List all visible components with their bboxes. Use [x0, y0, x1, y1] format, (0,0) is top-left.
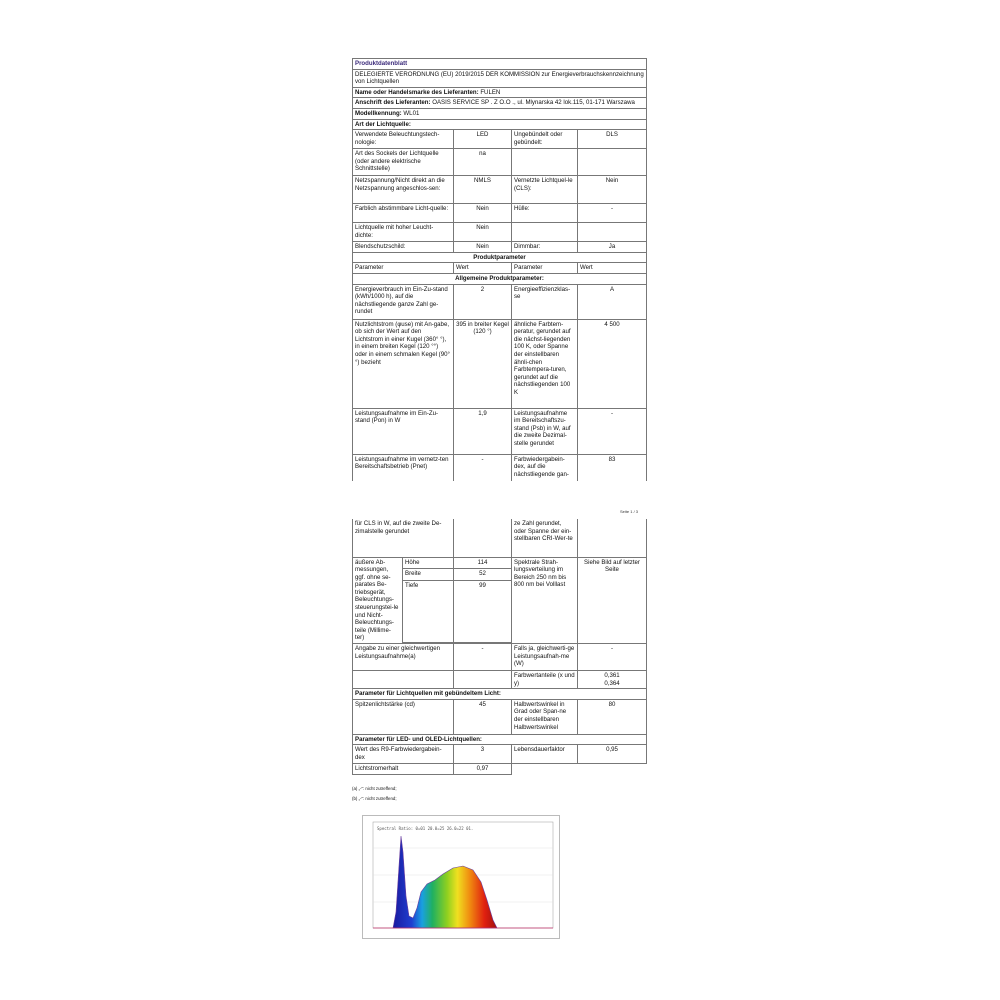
led-label: Wert des R9-Farbwiedergabein-dex	[353, 745, 454, 764]
spectrum-label: Spektrale Strah-lungsverteilung im Bereich 250 nm bis 800 nm bei Volllast	[512, 557, 578, 644]
product-params-header: Produktparameter	[353, 252, 647, 263]
supplier-name: FULEN	[480, 88, 501, 96]
page-title: Produktdatenblatt	[353, 59, 647, 70]
dir-value: 45	[454, 699, 512, 734]
lt-label: Farblich abstimmbare Licht-quelle:	[353, 204, 454, 223]
gp-label: Leistungsaufnahme im Ein-Zu-stand (Pon) in W	[353, 408, 454, 454]
dir-label: Spitzenlichtstärke (cd)	[353, 699, 454, 734]
empty-cell	[353, 671, 454, 689]
gp-label: Leistungsaufnahme im vernetz-ten Bereitschaftsbetrieb (Pnet)	[353, 454, 454, 481]
lt-label-2	[512, 149, 578, 176]
gp-value: 1,9	[454, 408, 512, 454]
light-type-header: Art der Lichtquelle:	[353, 119, 647, 130]
spectrum-caption: Spectral Ratio: 0=01 20.0=25 26.0=22 01.	[377, 826, 474, 831]
model-value: WL01	[403, 109, 420, 117]
dim-name: Breite	[403, 569, 454, 581]
lt-value-2: -	[578, 204, 647, 223]
general-params-header: Allgemeine Produktparameter:	[353, 273, 647, 284]
lumen-label: Lichtstromerhalt	[353, 764, 454, 775]
spectral-distribution-image	[362, 815, 560, 939]
lt-value: Nein	[454, 242, 512, 253]
product-datasheet-table-continued	[352, 519, 647, 775]
cont-value	[454, 519, 512, 557]
led-value: 3	[454, 745, 512, 764]
dim-value: 114	[454, 557, 512, 569]
color-coords-label: Farbwertanteile (x und y)	[512, 671, 578, 689]
page-number: Seite 1 / 3	[620, 509, 639, 514]
gp-value: -	[454, 454, 512, 481]
led-label-2: Lebensdauerfaktor	[512, 745, 578, 764]
lt-value-2: Ja	[578, 242, 647, 253]
model-label: Modellkennung:	[355, 109, 402, 117]
lumen-value: 0,97	[454, 764, 512, 775]
dir-value-2: 80	[578, 699, 647, 734]
dim-name: Tiefe	[403, 581, 454, 643]
footnote-b: (b) „-“: nicht zutreffend;	[352, 796, 397, 801]
lt-label: Art des Sockels der Lichtquelle (oder andere elektrische Schnittstelle)	[353, 149, 454, 176]
datasheet-page-1	[352, 58, 646, 481]
empty-cell	[578, 764, 647, 775]
lt-label-2: Vernetzte Lichtquel-le (CLS):	[512, 176, 578, 204]
lt-label: Verwendete Beleuchtungstech-nologie:	[353, 130, 454, 149]
col-value-2: Wert	[578, 263, 647, 274]
gp-value-2: 83	[578, 454, 647, 481]
dim-value: 99	[454, 581, 512, 643]
gp-value-2: -	[578, 408, 647, 454]
lt-value: LED	[454, 130, 512, 149]
empty-cell	[512, 764, 578, 775]
equiv-value: -	[454, 644, 512, 671]
supplier-name-label: Name oder Handelsmarke des Lieferanten:	[355, 88, 479, 96]
gp-label-2: Energieeffizienzklas-se	[512, 284, 578, 319]
led-header: Parameter für LED- und OLED-Lichtquellen:	[353, 734, 647, 745]
dimensions-label: äußere Ab-messungen, ggf. ohne se-parates Be-triebsgerät, Beleuchtungs-steuerungstei-le und Nicht-Beleuchtungs-teile (Millime-ter)	[353, 557, 403, 644]
dir-label-2: Halbwertswinkel in Grad oder Span-ne der einstellbaren Halbwertswinkel	[512, 699, 578, 734]
regulation-text: DELEGIERTE VERORDNUNG (EU) 2019/2015 DER KOMMISSION zur Energieverbrauchskennzeichnung von Lichtquellen	[353, 69, 647, 87]
supplier-address: OASIS SERVICE SP . Z O.O ., ul. Mlynarska 42 lok.115, 01-171 Warszawa	[432, 99, 635, 107]
dim-value: 52	[454, 569, 512, 581]
cont-label-2: ze Zahl gerundet, oder Spanne der ein-stellbaren CRI-Wer-te	[512, 519, 578, 557]
spectrum-value: Siehe Bild auf letzter Seite	[578, 557, 647, 644]
lt-value-2	[578, 149, 647, 176]
lt-value-2: DLS	[578, 130, 647, 149]
color-y: 0,364	[604, 679, 620, 687]
lt-label-2	[512, 223, 578, 242]
cont-label: für CLS in W, auf die zweite De-zimalstelle gerundet	[353, 519, 454, 557]
spectrum-graphic	[363, 816, 559, 938]
lt-value: Nein	[454, 223, 512, 242]
lt-label-2: Dimmbar:	[512, 242, 578, 253]
lt-value-2: Nein	[578, 176, 647, 204]
gp-label-2: Farbwiedergabein-dex, auf die nächstliegende gan-	[512, 454, 578, 481]
gp-label: Energieverbrauch im Ein-Zu-stand (kWh/1000 h), auf die nächstliegende ganze Zahl ge-rundet	[353, 284, 454, 319]
datasheet-page-2	[352, 519, 646, 775]
lt-value-2	[578, 223, 647, 242]
lt-value: NMLS	[454, 176, 512, 204]
lt-value: Nein	[454, 204, 512, 223]
product-datasheet-table	[352, 58, 647, 481]
col-value: Wert	[454, 263, 512, 274]
gp-label: Nutzlichtstrom (φuse) mit An-gabe, ob sich der Wert auf den Lichtstrom in einer Kugel (360° °), in einem breiten Kegel (120 °°) oder in einem schmalen Kegel (90° °) bezieht	[353, 319, 454, 408]
lt-label-2: Hülle:	[512, 204, 578, 223]
footnote-a: (a) „-“: nicht zutreffend;	[352, 786, 397, 791]
lt-label: Lichtquelle mit hoher Leucht-dichte:	[353, 223, 454, 242]
led-value-2: 0,95	[578, 745, 647, 764]
color-coords-value	[578, 671, 647, 689]
equiv-label: Angabe zu einer gleichwertigen Leistungsaufnahme(a)	[353, 644, 454, 671]
lt-label: Netzspannung/Nicht direkt an die Netzspannung angeschlos-sen:	[353, 176, 454, 204]
supplier-address-label: Anschrift des Lieferanten:	[355, 99, 431, 107]
gp-value-2: A	[578, 284, 647, 319]
empty-cell	[454, 671, 512, 689]
equiv-value-2: -	[578, 644, 647, 671]
lt-value: na	[454, 149, 512, 176]
lt-label: Blendschutzschild:	[353, 242, 454, 253]
gp-value: 2	[454, 284, 512, 319]
supplier-name-row	[353, 87, 647, 98]
supplier-address-row	[353, 98, 647, 109]
col-param: Parameter	[353, 263, 454, 274]
model-row	[353, 108, 647, 119]
gp-label-2: ähnliche Farbtem-peratur, gerundet auf die nächst-liegenden 100 K, oder Spanne der einstellbaren ähnli-chen Farbtempera-turen, gerundet auf die nächstliegenden 100 K	[512, 319, 578, 408]
gp-label-2: Leistungsaufnahme im Bereitschaftszu-stand (Psb) in W, auf die zweite Dezimal-stelle gerundet	[512, 408, 578, 454]
equiv-label-2: Falls ja, gleichwerti-ge Leistungsaufnah-me (W)	[512, 644, 578, 671]
cont-value-2	[578, 519, 647, 557]
col-param-2: Parameter	[512, 263, 578, 274]
directional-header: Parameter für Lichtquellen mit gebündeltem Licht:	[353, 689, 647, 700]
lt-label-2: Ungebündelt oder gebündelt:	[512, 130, 578, 149]
color-x: 0,361	[604, 672, 620, 680]
dim-name: Höhe	[403, 557, 454, 569]
gp-value: 395 in breiter Kegel (120 °)	[454, 319, 512, 408]
gp-value-2: 4 500	[578, 319, 647, 408]
